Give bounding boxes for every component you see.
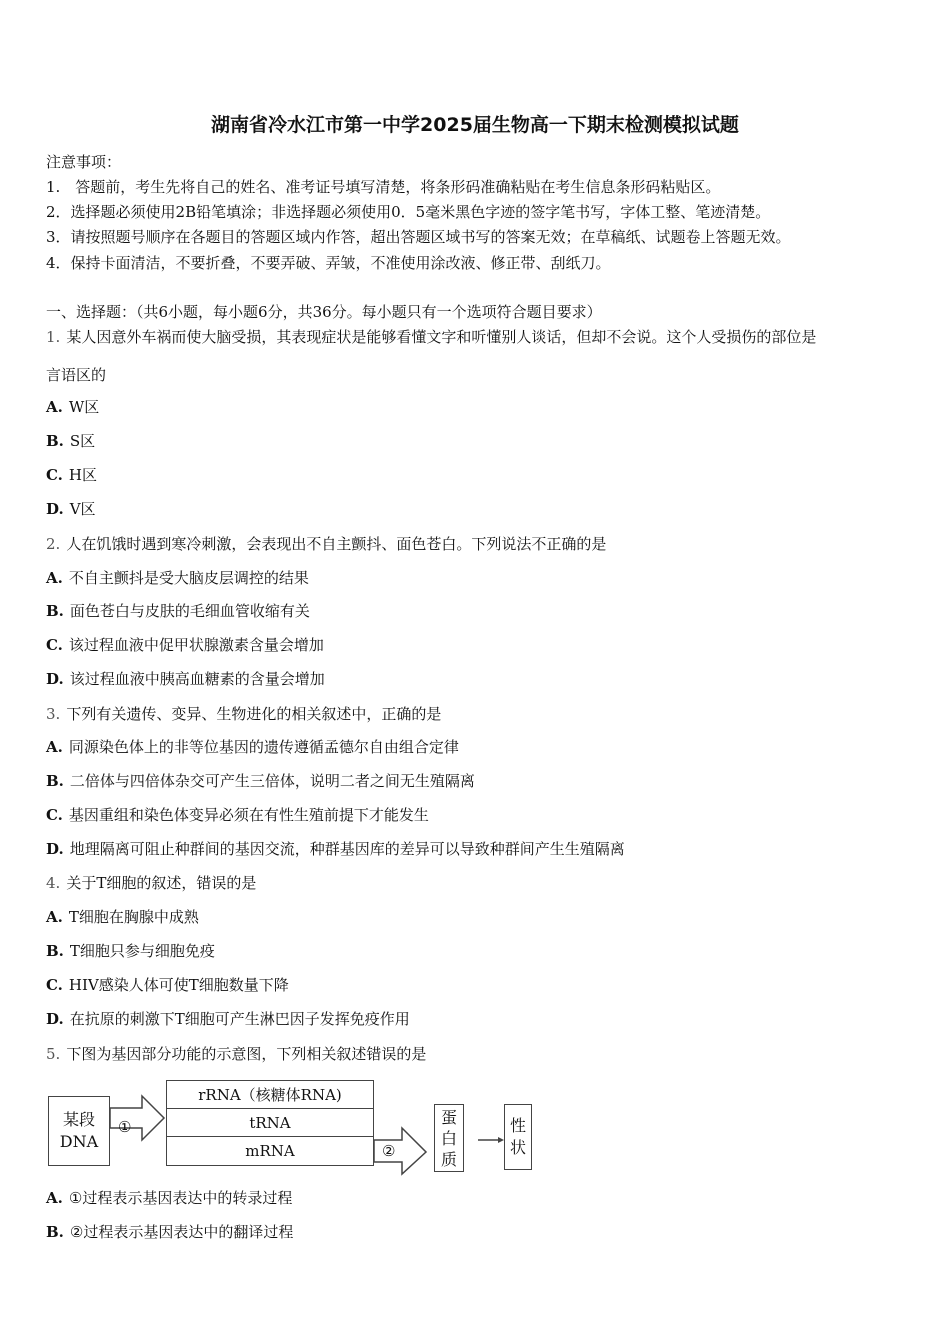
rrna-row: rRNA（核糖体RNA) [167, 1081, 373, 1109]
step-1-label: ① [118, 1118, 132, 1136]
option: D. V区 [46, 500, 96, 518]
step-2-label: ② [382, 1142, 396, 1160]
protein-box: 蛋 白 质 [434, 1104, 464, 1172]
notice-item: 3．请按照题号顺序在各题目的答题区域内作答，超出答题区域书写的答案无效；在草稿纸、试题卷上答题无效。 [46, 228, 791, 246]
question-stem: 5. 下图为基因部分功能的示意图，下列相关叙述错误的是 [46, 1045, 427, 1063]
option: D. 在抗原的刺激下T细胞可产生淋巴因子发挥免疫作用 [46, 1010, 410, 1028]
notice-heading: 注意事项： [46, 153, 122, 171]
option: C. HIV感染人体可使T细胞数量下降 [46, 976, 289, 994]
question-stem-cont: 言语区的 [46, 366, 107, 384]
gene-function-diagram [46, 1076, 536, 1176]
rna-box [166, 1080, 374, 1166]
notice-item: 4．保持卡面清洁，不要折叠，不要弄破、弄皱，不准使用涂改液、修正带、刮纸刀。 [46, 254, 611, 272]
option: B. 二倍体与四倍体杂交可产生三倍体，说明二者之间无生殖隔离 [46, 772, 475, 790]
option: C. 基因重组和染色体变异必须在有性生殖前提下才能发生 [46, 806, 429, 824]
option: A. 同源染色体上的非等位基因的遗传遵循孟德尔自由组合定律 [46, 738, 459, 756]
option: D. 该过程血液中胰高血糖素的含量会增加 [46, 670, 325, 688]
trait-box: 性 状 [504, 1104, 532, 1170]
notice-item: 1. 答题前，考生先将自己的姓名、准考证号填写清楚，将条形码准确粘贴在考生信息条形码粘贴区。 [46, 178, 721, 196]
option: A. ①过程表示基因表达中的转录过程 [46, 1189, 293, 1207]
option: D. 地理隔离可阻止种群间的基因交流，种群基因库的差异可以导致种群间产生生殖隔离 [46, 840, 625, 858]
question-stem: 2. 人在饥饿时遇到寒冷刺激，会表现出不自主颤抖、面色苍白。下列说法不正确的是 [46, 535, 607, 553]
page-title: 湖南省冷水江市第一中学2025届生物高一下期末检测模拟试题 [211, 114, 739, 136]
trna-row: tRNA [167, 1109, 373, 1137]
option: B. S区 [46, 432, 96, 450]
option: C. 该过程血液中促甲状腺激素含量会增加 [46, 636, 324, 654]
question-stem: 4. 关于T细胞的叙述，错误的是 [46, 874, 257, 892]
dna-box: 某段 DNA [48, 1096, 110, 1166]
option: A. W区 [46, 398, 100, 416]
question-stem: 1. 某人因意外车祸而使大脑受损，其表现症状是能够看懂文字和听懂别人谈话，但却不会说。这个人受损伤的部位是 [46, 328, 817, 346]
section-heading: 一、选择题：（共6小题，每小题6分，共36分。每小题只有一个选项符合题目要求） [46, 303, 602, 321]
mrna-row: mRNA [245, 1141, 295, 1160]
option: B. ②过程表示基因表达中的翻译过程 [46, 1223, 294, 1241]
option: C. H区 [46, 466, 97, 484]
option: B. 面色苍白与皮肤的毛细血管收缩有关 [46, 602, 310, 620]
option: B. T细胞只参与细胞免疫 [46, 942, 215, 960]
question-stem: 3. 下列有关遗传、变异、生物进化的相关叙述中，正确的是 [46, 705, 442, 723]
option: A. T细胞在胸腺中成熟 [46, 908, 199, 926]
option: A. 不自主颤抖是受大脑皮层调控的结果 [46, 569, 309, 587]
notice-item: 2．选择题必须使用2B铅笔填涂；非选择题必须使用0．5毫米黑色字迹的签字笔书写，字体工整、笔迹清楚。 [46, 203, 771, 221]
